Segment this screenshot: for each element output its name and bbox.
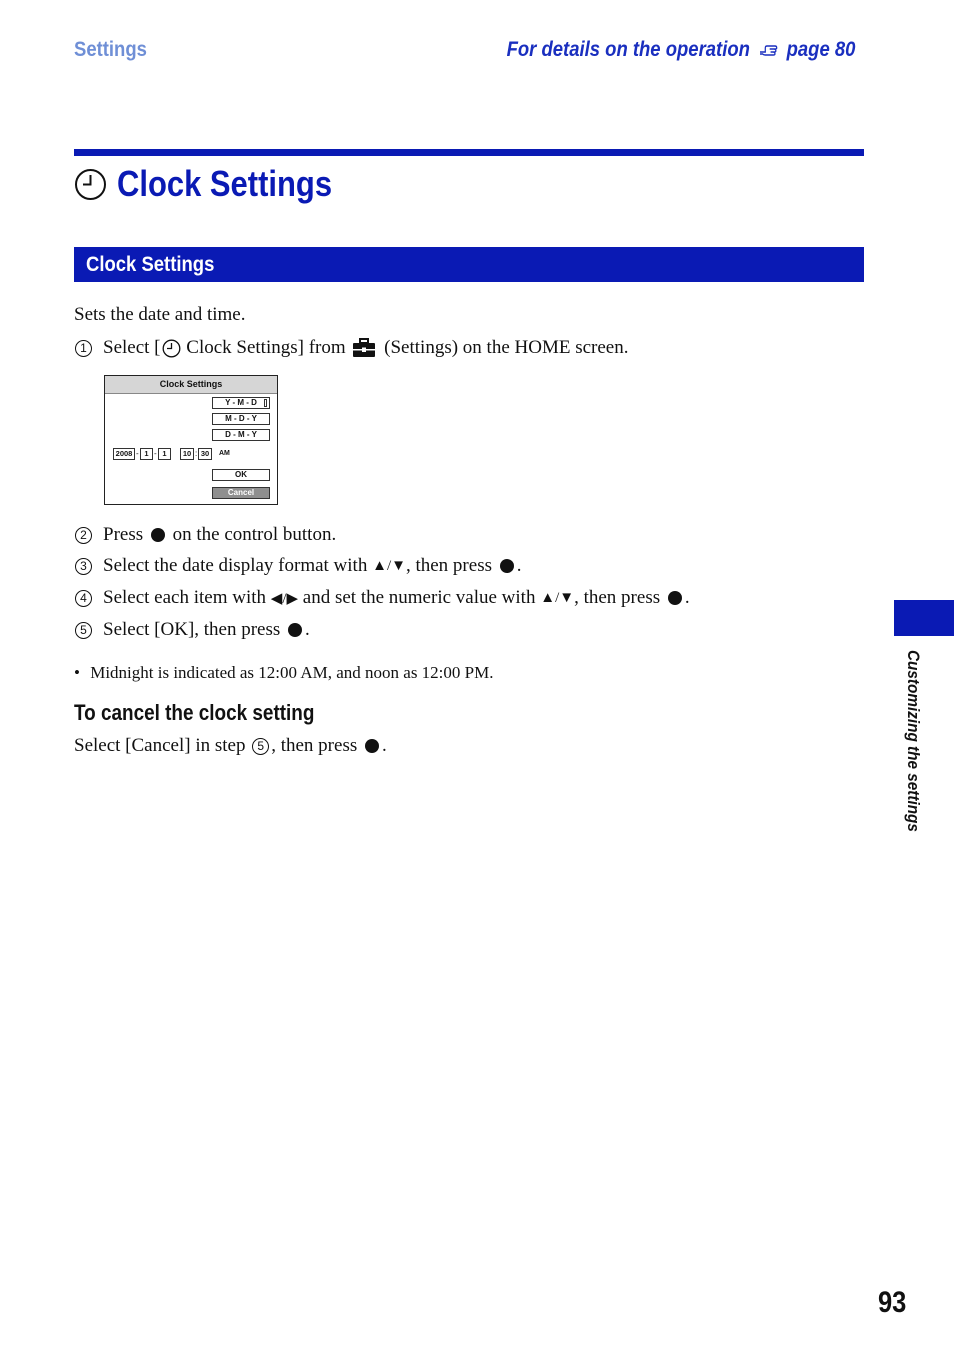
page-title: Clock Settings [117,163,333,204]
note-text: Midnight is indicated as 12:00 AM, and noon as 12:00 PM. [90,663,494,682]
intro-text: Sets the date and time. [74,304,246,325]
step-text: Select each item with [103,587,271,608]
chapter-tab-label: Customizing the settings [904,650,923,832]
step-text: . [305,619,310,640]
year-field[interactable]: 2008 [113,448,135,460]
hour-field[interactable]: 10 [180,448,194,460]
clock-settings-screen: Clock Settings Y - M - D M - D - Y D - M - Y 2008 - 1 - 1 10 : 30 AM OK Cancel [104,375,278,505]
cancel-text: , then press [271,735,362,756]
page-title-row [74,162,367,206]
step-number: 1 [75,340,92,357]
step-text: Select [ [103,337,161,358]
screen-title: Clock Settings [105,376,277,394]
format-ymd-option[interactable]: Y - M - D [212,397,270,409]
cancel-heading: To cancel the clock setting [74,700,315,725]
format-dmy-option[interactable]: D - M - Y [212,429,270,441]
details-prefix: For details on the operation [506,38,750,61]
scrollbar [264,399,267,407]
toolbox-icon [352,338,376,358]
step-text: . [684,587,690,608]
step-number: 2 [75,527,92,544]
step-3 [75,555,521,577]
note [74,663,493,683]
ampm-label: AM [219,450,230,457]
step-number: 3 [75,558,92,575]
pointing-hand-icon [758,41,777,65]
step-2 [75,524,336,546]
step-text: . [516,555,522,576]
month-field[interactable]: 1 [140,448,153,460]
running-header-details [506,38,855,65]
running-header-section: Settings [74,38,147,61]
section-heading: Clock Settings [86,252,215,276]
chapter-tab [894,600,954,636]
ok-button[interactable]: OK [212,469,270,481]
center-button-icon [151,528,165,542]
cancel-instruction [74,735,387,757]
step-text: (Settings) on the HOME screen. [379,337,629,358]
bullet: • [74,663,80,682]
step-text: Select the date display format with [103,555,373,576]
step-text: Select [OK], then press [103,619,286,640]
step-1 [75,337,628,359]
step-number: 4 [75,590,92,607]
step-4 [75,587,690,609]
cancel-text: . [381,735,387,756]
left-right-arrows-icon: ◀/▶ [270,590,299,607]
step-text: Press [103,524,148,545]
details-page-link[interactable]: page 80 [786,38,855,61]
cancel-text: Select [Cancel] in step [74,735,251,756]
step-text: on the control button. [167,524,337,545]
step-text: Clock Settings] from [181,337,351,358]
page-number: 93 [878,1286,907,1319]
clock-icon [162,339,181,358]
step-5 [75,619,310,641]
clock-icon [74,168,107,201]
day-field[interactable]: 1 [158,448,171,460]
center-button-icon [668,591,682,605]
step-text: , then press [574,587,665,608]
section-heading-bar [74,247,864,282]
step-number: 5 [75,622,92,639]
center-button-icon [288,623,302,637]
center-button-icon [365,739,379,753]
center-button-icon [500,559,514,573]
format-mdy-option[interactable]: M - D - Y [212,413,270,425]
cancel-button[interactable]: Cancel [212,487,270,499]
up-down-arrows-icon: ▲/▼ [540,589,575,606]
step-number: 5 [252,738,269,755]
title-rule [74,149,864,156]
up-down-arrows-icon: ▲/▼ [372,557,406,574]
step-text: and set the numeric value with [298,587,541,608]
step-text: , then press [405,555,497,576]
minute-field[interactable]: 30 [198,448,212,460]
